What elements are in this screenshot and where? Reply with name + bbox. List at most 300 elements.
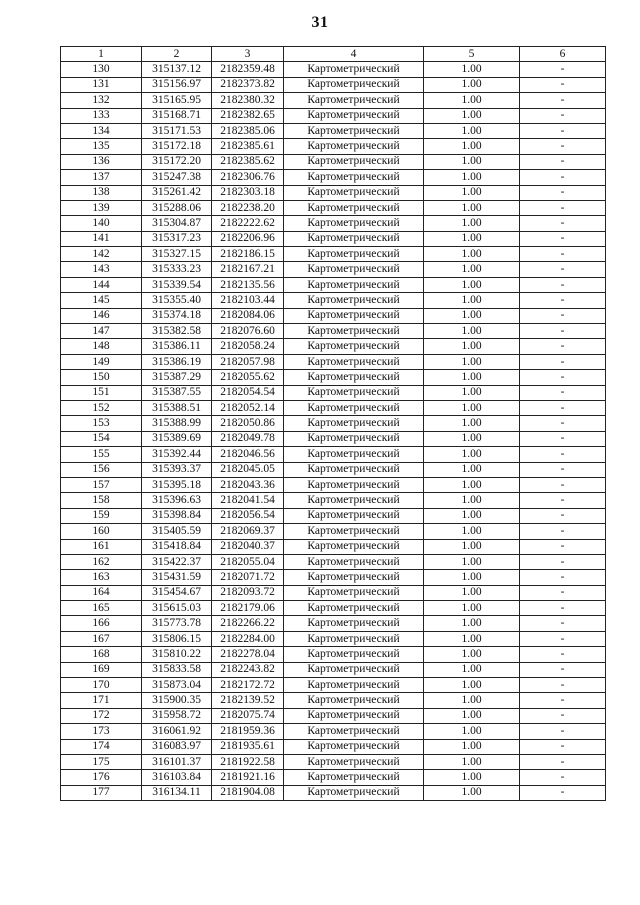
table-cell: 166 — [61, 616, 142, 631]
table-cell: 2182179.06 — [212, 601, 284, 616]
table-cell: 2182071.72 — [212, 570, 284, 585]
table-row — [61, 416, 606, 431]
table-cell: 2181921.16 — [212, 770, 284, 785]
table-row — [61, 370, 606, 385]
table-cell: Картометрический — [284, 616, 424, 631]
table-cell: 2182046.56 — [212, 447, 284, 462]
table-cell: 139 — [61, 200, 142, 215]
table-cell: - — [520, 524, 606, 539]
table-row — [61, 462, 606, 477]
table-cell: 2182278.04 — [212, 647, 284, 662]
table-cell: 2182284.00 — [212, 631, 284, 646]
table-cell: - — [520, 339, 606, 354]
table-cell: 315172.20 — [142, 154, 212, 169]
table-cell: Картометрический — [284, 231, 424, 246]
table-cell: - — [520, 770, 606, 785]
table-cell: 2182043.36 — [212, 477, 284, 492]
table-cell: Картометрический — [284, 431, 424, 446]
table-cell: 1.00 — [424, 616, 520, 631]
table-cell: Картометрический — [284, 339, 424, 354]
table-row — [61, 354, 606, 369]
table-cell: 2182050.86 — [212, 416, 284, 431]
table-cell: - — [520, 385, 606, 400]
table-cell: - — [520, 354, 606, 369]
table-cell: 315137.12 — [142, 62, 212, 77]
table-cell: 165 — [61, 601, 142, 616]
table-cell: 1.00 — [424, 601, 520, 616]
table-cell: Картометрический — [284, 708, 424, 723]
table-cell: 315171.53 — [142, 123, 212, 138]
table-cell: 145 — [61, 293, 142, 308]
table-cell: - — [520, 123, 606, 138]
table-row — [61, 108, 606, 123]
table-cell: 1.00 — [424, 724, 520, 739]
table-cell: Картометрический — [284, 601, 424, 616]
table-cell: 2182041.54 — [212, 493, 284, 508]
table-row — [61, 524, 606, 539]
table-cell: - — [520, 139, 606, 154]
table-cell: Картометрический — [284, 108, 424, 123]
table-cell: 173 — [61, 724, 142, 739]
table-cell: 1.00 — [424, 462, 520, 477]
table-cell: - — [520, 616, 606, 631]
table-cell: 1.00 — [424, 539, 520, 554]
table-cell: 316083.97 — [142, 739, 212, 754]
table-cell: 147 — [61, 324, 142, 339]
table-row — [61, 708, 606, 723]
table-cell: 2182222.62 — [212, 216, 284, 231]
table-cell: 2182076.60 — [212, 324, 284, 339]
table-cell: 134 — [61, 123, 142, 138]
table-cell: 2182385.62 — [212, 154, 284, 169]
table-cell: 1.00 — [424, 647, 520, 662]
table-row — [61, 493, 606, 508]
table-cell: 1.00 — [424, 277, 520, 292]
table-cell: - — [520, 539, 606, 554]
table-row — [61, 539, 606, 554]
table-cell: 2182045.05 — [212, 462, 284, 477]
table-row — [61, 123, 606, 138]
table-cell: Картометрический — [284, 508, 424, 523]
table-row — [61, 693, 606, 708]
table-cell: 1.00 — [424, 400, 520, 415]
table-cell: - — [520, 293, 606, 308]
table-cell: 315165.95 — [142, 93, 212, 108]
table-cell: Картометрический — [284, 477, 424, 492]
table-cell: - — [520, 62, 606, 77]
table-cell: Картометрический — [284, 123, 424, 138]
table-row — [61, 785, 606, 800]
table-cell: Картометрический — [284, 200, 424, 215]
table-cell: 315422.37 — [142, 554, 212, 569]
table-cell: 2181922.58 — [212, 754, 284, 769]
table-cell: 1.00 — [424, 508, 520, 523]
table-cell: - — [520, 108, 606, 123]
table-cell: 1.00 — [424, 678, 520, 693]
table-row — [61, 339, 606, 354]
table-row — [61, 585, 606, 600]
table-cell: 316134.11 — [142, 785, 212, 800]
column-header: 5 — [424, 47, 520, 62]
table-cell: 315393.37 — [142, 462, 212, 477]
table-cell: 2182055.04 — [212, 554, 284, 569]
table-cell: 315172.18 — [142, 139, 212, 154]
table-cell: Картометрический — [284, 93, 424, 108]
table-row — [61, 647, 606, 662]
table-row — [61, 739, 606, 754]
table-cell: 2182306.76 — [212, 170, 284, 185]
table-cell: Картометрический — [284, 647, 424, 662]
table-cell: Картометрический — [284, 785, 424, 800]
table-cell: Картометрический — [284, 739, 424, 754]
table-cell: - — [520, 477, 606, 492]
table-cell: Картометрический — [284, 585, 424, 600]
table-cell: 1.00 — [424, 324, 520, 339]
table-cell: 1.00 — [424, 216, 520, 231]
table-cell: 315405.59 — [142, 524, 212, 539]
column-header: 2 — [142, 47, 212, 62]
table-row — [61, 200, 606, 215]
table-cell: 315247.38 — [142, 170, 212, 185]
table-cell: 315387.55 — [142, 385, 212, 400]
table-cell: 2182056.54 — [212, 508, 284, 523]
table-cell: Картометрический — [284, 308, 424, 323]
table-cell: 1.00 — [424, 416, 520, 431]
table-cell: Картометрический — [284, 170, 424, 185]
table-cell: 1.00 — [424, 662, 520, 677]
table-cell: Картометрический — [284, 354, 424, 369]
table-row — [61, 154, 606, 169]
table-cell: - — [520, 554, 606, 569]
table-row — [61, 508, 606, 523]
table-cell: Картометрический — [284, 754, 424, 769]
table-cell: 2182049.78 — [212, 431, 284, 446]
table-cell: 2182103.44 — [212, 293, 284, 308]
table-cell: 1.00 — [424, 293, 520, 308]
table-cell: - — [520, 185, 606, 200]
table-cell: 1.00 — [424, 631, 520, 646]
table-cell: - — [520, 508, 606, 523]
table-cell: 168 — [61, 647, 142, 662]
table-cell: 2182385.61 — [212, 139, 284, 154]
table-cell: 1.00 — [424, 524, 520, 539]
table-row — [61, 570, 606, 585]
table-cell: 315388.51 — [142, 400, 212, 415]
table-cell: - — [520, 647, 606, 662]
table-cell: 2181935.61 — [212, 739, 284, 754]
table-cell: 315395.18 — [142, 477, 212, 492]
table-cell: 140 — [61, 216, 142, 231]
table-cell: 315339.54 — [142, 277, 212, 292]
table-cell: 2182359.48 — [212, 62, 284, 77]
table-cell: 315288.06 — [142, 200, 212, 215]
table-cell: 1.00 — [424, 554, 520, 569]
table-cell: 2182052.14 — [212, 400, 284, 415]
table-cell: Картометрический — [284, 770, 424, 785]
table-cell: 1.00 — [424, 354, 520, 369]
table-cell: - — [520, 93, 606, 108]
table-cell: 174 — [61, 739, 142, 754]
table-row — [61, 308, 606, 323]
table-cell: - — [520, 570, 606, 585]
table-cell: - — [520, 277, 606, 292]
table-cell: 315392.44 — [142, 447, 212, 462]
table-cell: 141 — [61, 231, 142, 246]
table-cell: 1.00 — [424, 108, 520, 123]
table-cell: 315418.84 — [142, 539, 212, 554]
table-row — [61, 231, 606, 246]
table-cell: 162 — [61, 554, 142, 569]
table-cell: 1.00 — [424, 431, 520, 446]
table-cell: 2182069.37 — [212, 524, 284, 539]
table-cell: 167 — [61, 631, 142, 646]
table-cell: 2182206.96 — [212, 231, 284, 246]
table-cell: 316103.84 — [142, 770, 212, 785]
table-cell: 315873.04 — [142, 678, 212, 693]
table-cell: - — [520, 400, 606, 415]
table-cell: Картометрический — [284, 62, 424, 77]
column-header: 1 — [61, 47, 142, 62]
column-header: 6 — [520, 47, 606, 62]
table-cell: - — [520, 308, 606, 323]
table-cell: Картометрический — [284, 370, 424, 385]
coordinates-table — [60, 46, 606, 801]
table-cell: 2182382.65 — [212, 108, 284, 123]
table-cell: 1.00 — [424, 693, 520, 708]
table-cell: Картометрический — [284, 77, 424, 92]
table-cell: Картометрический — [284, 570, 424, 585]
table-row — [61, 262, 606, 277]
table-cell: 1.00 — [424, 493, 520, 508]
table-cell: - — [520, 754, 606, 769]
table-cell: 1.00 — [424, 262, 520, 277]
table-cell: 1.00 — [424, 754, 520, 769]
table-cell: 176 — [61, 770, 142, 785]
table-row — [61, 293, 606, 308]
table-row — [61, 616, 606, 631]
table-cell: 1.00 — [424, 77, 520, 92]
table-row — [61, 385, 606, 400]
table-cell: Картометрический — [284, 678, 424, 693]
table-cell: 146 — [61, 308, 142, 323]
table-cell: 2182380.32 — [212, 93, 284, 108]
table-cell: 1.00 — [424, 170, 520, 185]
table-cell: - — [520, 262, 606, 277]
table-cell: Картометрический — [284, 262, 424, 277]
table-cell: 2182373.82 — [212, 77, 284, 92]
table-row — [61, 724, 606, 739]
table-cell: 2182243.82 — [212, 662, 284, 677]
table-cell: 2182135.56 — [212, 277, 284, 292]
table-cell: 130 — [61, 62, 142, 77]
column-header: 3 — [212, 47, 284, 62]
table-cell: Картометрический — [284, 493, 424, 508]
table-cell: 135 — [61, 139, 142, 154]
table-cell: 315374.18 — [142, 308, 212, 323]
table-cell: 315333.23 — [142, 262, 212, 277]
table-row — [61, 754, 606, 769]
table-cell: 159 — [61, 508, 142, 523]
column-header: 4 — [284, 47, 424, 62]
table-cell: 158 — [61, 493, 142, 508]
page-number: 31 — [311, 14, 329, 31]
table-cell: 144 — [61, 277, 142, 292]
table-cell: - — [520, 662, 606, 677]
table-cell: 1.00 — [424, 139, 520, 154]
table-cell: Картометрический — [284, 447, 424, 462]
table-cell: 1.00 — [424, 739, 520, 754]
table-cell: 143 — [61, 262, 142, 277]
table-cell: 1.00 — [424, 447, 520, 462]
table-cell: - — [520, 493, 606, 508]
table-cell: 1.00 — [424, 123, 520, 138]
table-cell: 164 — [61, 585, 142, 600]
table-row — [61, 400, 606, 415]
table-cell: 1.00 — [424, 570, 520, 585]
table-cell: 315304.87 — [142, 216, 212, 231]
table-cell: 315317.23 — [142, 231, 212, 246]
table-cell: 170 — [61, 678, 142, 693]
table-row — [61, 554, 606, 569]
table-cell: - — [520, 170, 606, 185]
table-row — [61, 477, 606, 492]
table-cell: 163 — [61, 570, 142, 585]
table-cell: Картометрический — [284, 216, 424, 231]
table-cell: 1.00 — [424, 154, 520, 169]
table-cell: 1.00 — [424, 385, 520, 400]
table-cell: 150 — [61, 370, 142, 385]
table-cell: 155 — [61, 447, 142, 462]
table-header-row — [61, 47, 606, 62]
table-cell: 315386.19 — [142, 354, 212, 369]
table-row — [61, 324, 606, 339]
table-cell: 1.00 — [424, 477, 520, 492]
table-cell: - — [520, 708, 606, 723]
table-cell: 2182172.72 — [212, 678, 284, 693]
table-cell: 133 — [61, 108, 142, 123]
table-cell: 315168.71 — [142, 108, 212, 123]
table-row — [61, 601, 606, 616]
table-cell: 1.00 — [424, 770, 520, 785]
table-cell: 2182266.22 — [212, 616, 284, 631]
table-row — [61, 277, 606, 292]
table-cell: 315386.11 — [142, 339, 212, 354]
table-cell: 316101.37 — [142, 754, 212, 769]
table-cell: 137 — [61, 170, 142, 185]
table-cell: 152 — [61, 400, 142, 415]
table-cell: Картометрический — [284, 324, 424, 339]
table-cell: - — [520, 601, 606, 616]
table-cell: 2182093.72 — [212, 585, 284, 600]
table-cell: 160 — [61, 524, 142, 539]
table-cell: 2182186.15 — [212, 247, 284, 262]
table-cell: 1.00 — [424, 370, 520, 385]
table-cell: 1.00 — [424, 308, 520, 323]
table-cell: - — [520, 200, 606, 215]
table-row — [61, 170, 606, 185]
table-cell: 2182139.52 — [212, 693, 284, 708]
table-cell: 131 — [61, 77, 142, 92]
table-cell: Картометрический — [284, 139, 424, 154]
table-cell: 169 — [61, 662, 142, 677]
table-cell: 2182167.21 — [212, 262, 284, 277]
table-cell: 2182058.24 — [212, 339, 284, 354]
table-cell: 1.00 — [424, 200, 520, 215]
table-cell: 315773.78 — [142, 616, 212, 631]
table-cell: 1.00 — [424, 231, 520, 246]
table-cell: 315806.15 — [142, 631, 212, 646]
table-cell: 315156.97 — [142, 77, 212, 92]
table-cell: 1.00 — [424, 585, 520, 600]
table-row — [61, 62, 606, 77]
table-cell: - — [520, 324, 606, 339]
table-cell: 2182303.18 — [212, 185, 284, 200]
table-row — [61, 247, 606, 262]
table-cell: 315398.84 — [142, 508, 212, 523]
table-row — [61, 431, 606, 446]
table-cell: - — [520, 431, 606, 446]
table-cell: Картометрический — [284, 247, 424, 262]
table-cell: - — [520, 247, 606, 262]
table-cell: 315389.69 — [142, 431, 212, 446]
table-cell: Картометрический — [284, 293, 424, 308]
table-cell: 172 — [61, 708, 142, 723]
table-cell: - — [520, 785, 606, 800]
table-cell: Картометрический — [284, 554, 424, 569]
table-cell: 136 — [61, 154, 142, 169]
table-cell: 2182084.06 — [212, 308, 284, 323]
table-cell: Картометрический — [284, 416, 424, 431]
table-cell: 315396.63 — [142, 493, 212, 508]
table-cell: - — [520, 739, 606, 754]
table-cell: - — [520, 154, 606, 169]
table-cell: 315355.40 — [142, 293, 212, 308]
table-cell: 1.00 — [424, 247, 520, 262]
table-cell: Картометрический — [284, 185, 424, 200]
table-cell: Картометрический — [284, 154, 424, 169]
table-cell: - — [520, 447, 606, 462]
table-cell: 1.00 — [424, 339, 520, 354]
table-cell: - — [520, 693, 606, 708]
table-cell: Картометрический — [284, 462, 424, 477]
table-cell: Картометрический — [284, 400, 424, 415]
table-cell: 315261.42 — [142, 185, 212, 200]
table-cell: - — [520, 231, 606, 246]
table-row — [61, 662, 606, 677]
table-row — [61, 678, 606, 693]
table-cell: Картометрический — [284, 724, 424, 739]
table-cell: 2182075.74 — [212, 708, 284, 723]
table-cell: 177 — [61, 785, 142, 800]
table-cell: 315810.22 — [142, 647, 212, 662]
table-cell: 2181904.08 — [212, 785, 284, 800]
table-cell: - — [520, 724, 606, 739]
table-cell: 315382.58 — [142, 324, 212, 339]
table-row — [61, 77, 606, 92]
table-cell: Картометрический — [284, 539, 424, 554]
table-cell: Картометрический — [284, 662, 424, 677]
table-cell: Картометрический — [284, 385, 424, 400]
table-cell: 157 — [61, 477, 142, 492]
table-cell: - — [520, 462, 606, 477]
table-cell: - — [520, 585, 606, 600]
table-cell: 315615.03 — [142, 601, 212, 616]
table-cell: - — [520, 416, 606, 431]
table-cell: 138 — [61, 185, 142, 200]
table-cell: 153 — [61, 416, 142, 431]
table-cell: 315833.58 — [142, 662, 212, 677]
table-cell: 142 — [61, 247, 142, 262]
